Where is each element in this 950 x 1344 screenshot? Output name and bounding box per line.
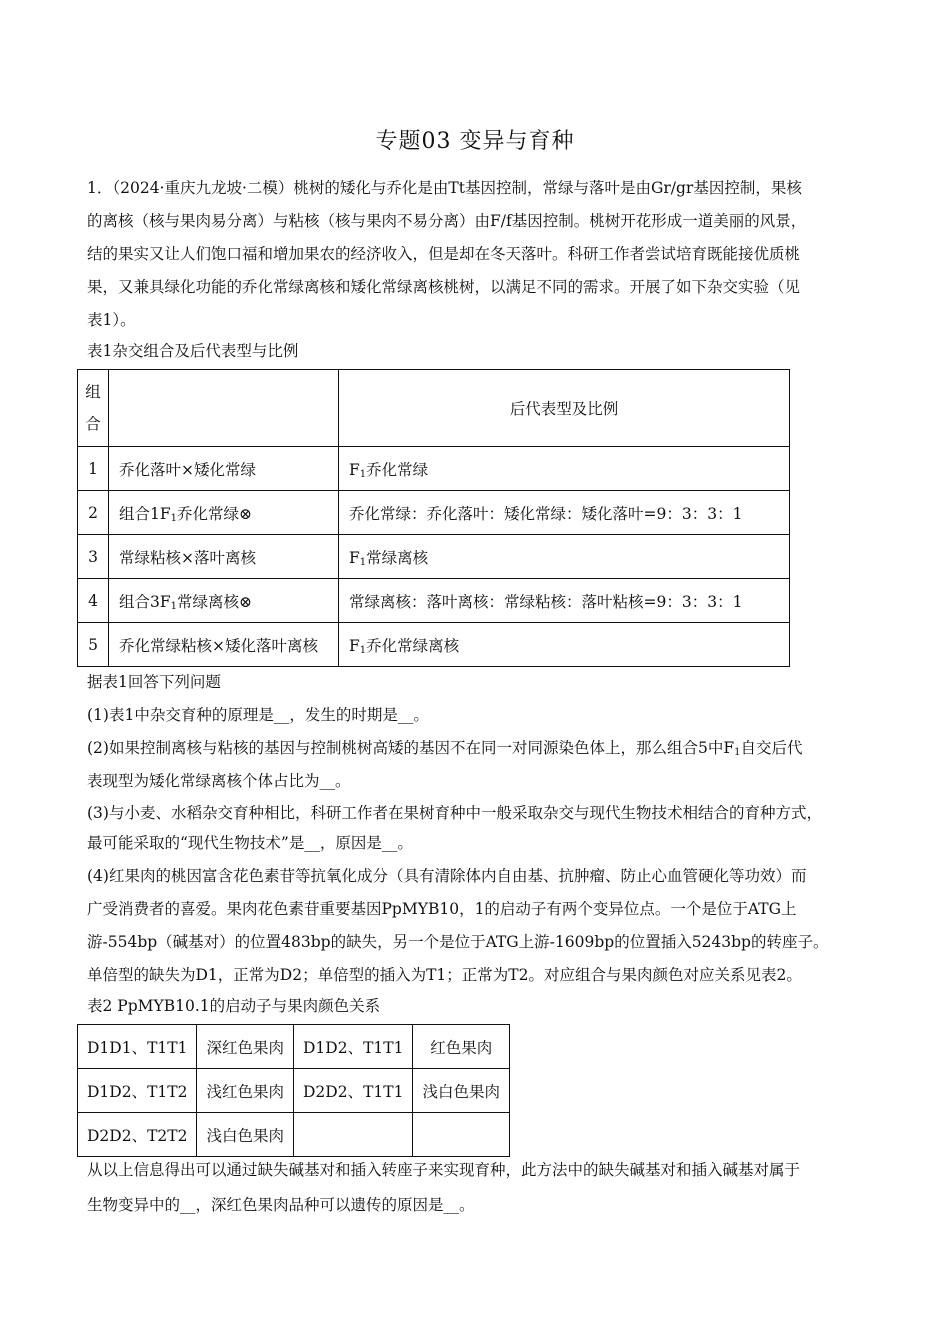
sub-question-3-line-2: 最可能采取的“现代生物技术”是__，原因是__。: [87, 834, 413, 852]
color-cell: 红色果肉: [413, 1025, 510, 1069]
sub-question-4-line-3: 游-554bp（碱基对）的位置483bp的缺失，另一个是位于ATG上游-1609bp的位置插入5243bp的转座子。: [87, 933, 829, 951]
row-number: 2: [78, 491, 109, 535]
intro-line-1: 1．（2024·重庆九龙坡·二模）桃树的矮化与乔化是由Tt基因控制，常绿与落叶是由Gr/gr基因控制，果核: [87, 179, 802, 197]
color-cell: 浅白色果肉: [197, 1113, 294, 1157]
row-number: 4: [78, 579, 109, 623]
result-text: 常绿离核: [366, 548, 429, 567]
after-table-text: 据表1回答下列问题: [87, 673, 221, 691]
f-label: F: [349, 636, 360, 655]
intro-line-4: 果，又兼具绿化功能的乔化常绿离核和矮化常绿离核桃树，以满足不同的需求。开展了如下杂交实验（见: [87, 278, 801, 296]
table-row: [78, 623, 790, 667]
row-number: 1: [78, 447, 109, 491]
sub-q2-text-b: 自交后代: [740, 739, 803, 757]
table-row: [78, 1069, 510, 1113]
f-subscript: 1: [170, 512, 177, 524]
empty-cell: [413, 1113, 510, 1157]
row-result: 乔化常绿：乔化落叶：矮化常绿：矮化落叶=9：3：3：1: [339, 491, 790, 535]
row-cross: [109, 579, 339, 623]
table-row: [78, 447, 790, 491]
color-cell: 浅白色果肉: [413, 1069, 510, 1113]
sub-question-1: (1)表1中杂交育种的原理是__，发生的时期是__。: [87, 706, 429, 724]
final-question-line-1: 从以上信息得出可以通过缺失碱基对和插入转座子来实现育种，此方法中的缺失碱基对和插入碱基对属于: [87, 1161, 801, 1179]
table-row: [78, 491, 790, 535]
header-group-cell: [78, 370, 109, 447]
promoter-color-table: [77, 1024, 510, 1157]
table-row: [78, 535, 790, 579]
row-number: 5: [78, 623, 109, 667]
table1-caption: 表1杂交组合及后代表型与比例: [87, 342, 299, 360]
intro-line-2: 的离核（核与果肉易分离）与粘核（核与果肉不易分离）由F/f基因控制。桃树开花形成一道美丽的风景，: [87, 212, 807, 230]
color-cell: 深红色果肉: [197, 1025, 294, 1069]
row-result: [339, 623, 790, 667]
genotype-cell: D2D2、T2T2: [78, 1113, 197, 1157]
row-result: 常绿离核：落叶离核：常绿粘核：落叶粘核=9：3：3：1: [339, 579, 790, 623]
table-header-row: [78, 370, 790, 447]
cross-prefix: 组合3F: [119, 592, 171, 611]
table-row: [78, 579, 790, 623]
header-result-cell: 后代表型及比例: [339, 370, 790, 447]
result-text: 乔化常绿离核: [366, 636, 460, 655]
genotype-cell: D1D2、T1T2: [78, 1069, 197, 1113]
sub-q2-text-a: (2)如果控制离核与粘核的基因与控制桃树高矮的基因不在同一对同源染色体上，那么组合5中F: [87, 739, 735, 757]
row-number: 3: [78, 535, 109, 579]
f-label: F: [349, 548, 360, 567]
f-subscript: 1: [359, 556, 367, 568]
intro-line-3: 结的果实又让人们饱口福和增加果农的经济收入，但是却在冬天落叶。科研工作者尝试培育既能接优质桃: [87, 245, 801, 263]
final-question-line-2: 生物变异中的__，深红色果肉品种可以遗传的原因是__。: [87, 1196, 475, 1214]
genotype-cell: D1D2、T1T1: [294, 1025, 413, 1069]
row-result: [339, 447, 790, 491]
sub-question-4-line-2: 广受消费者的喜爱。果肉花色素苷重要基因PpMYB10，1的启动子有两个变异位点。一个是位于ATG上: [87, 900, 797, 918]
f-label: F: [349, 460, 360, 479]
f-subscript: 1: [359, 644, 367, 656]
intro-line-5: 表1）。: [87, 311, 136, 329]
sub-question-4-line-4: 单倍型的缺失为D1，正常为D2；单倍型的插入为T1；正常为T2。对应组合与果肉颜色对应关系见表2。: [87, 966, 802, 984]
f-subscript: 1: [734, 747, 741, 758]
header-cross-cell: [109, 370, 339, 447]
cross-results-table: [77, 369, 790, 667]
table2-caption: 表2 PpMYB10.1的启动子与果肉颜色关系: [87, 997, 381, 1015]
header-group-char-2: 合: [85, 415, 101, 433]
sub-question-2-line-2: 表现型为矮化常绿离核个体占比为__。: [87, 772, 351, 790]
sub-question-3-line-1: (3)与小麦、水稻杂交育种相比，科研工作者在果树育种中一般采取杂交与现代生物技术相结合的育种方式，: [87, 804, 822, 822]
sub-question-2-line-1: [87, 736, 802, 765]
row-cross: 乔化落叶×矮化常绿: [109, 447, 339, 491]
cross-prefix: 组合1F: [119, 504, 171, 523]
row-cross: [109, 491, 339, 535]
f-subscript: 1: [170, 600, 177, 612]
row-cross: 乔化常绿粘核×矮化落叶离核: [109, 623, 339, 667]
color-cell: 浅红色果肉: [197, 1069, 294, 1113]
header-group-char-1: 组: [85, 383, 101, 401]
row-result: [339, 535, 790, 579]
genotype-cell: D1D1、T1T1: [78, 1025, 197, 1069]
result-text: 乔化常绿: [366, 460, 429, 479]
genotype-cell: D2D2、T1T1: [294, 1069, 413, 1113]
empty-cell: [294, 1113, 413, 1157]
cross-rest: 常绿离核⊗: [177, 592, 252, 611]
row-cross: 常绿粘核×落叶离核: [109, 535, 339, 579]
sub-question-4-line-1: (4)红果肉的桃因富含花色素苷等抗氧化成分（具有清除体内自由基、抗肿瘤、防止心血管硬化等功效）而: [87, 867, 807, 885]
page-title: 专题03 变异与育种: [375, 129, 575, 154]
f-subscript: 1: [359, 468, 367, 480]
table-row: [78, 1025, 510, 1069]
table-row: [78, 1113, 510, 1157]
cross-rest: 乔化常绿⊗: [177, 504, 252, 523]
